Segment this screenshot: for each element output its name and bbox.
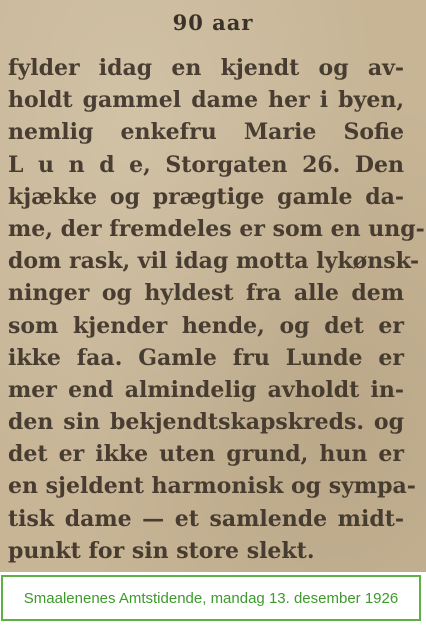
clipping-headline: 90 aar (172, 10, 254, 35)
article-line: ninger og hyldest fra alle dem (8, 280, 404, 307)
article-line: L u n d e, Storgaten 26. Den (8, 151, 404, 178)
article-line: nemlig enkefru Marie Sofie (8, 119, 404, 146)
article-line: en sjeldent harmonisk og sympa- (8, 473, 416, 500)
article-line: fylder idag en kjendt og av- (8, 55, 404, 81)
article-line: kjække og prægtige gamle da- (8, 183, 404, 210)
article-line: som kjender hende, og det er (8, 312, 404, 339)
article-line: det er ikke uten grund, hun er (8, 441, 404, 468)
article-line: tisk dame — et samlende midt- (8, 505, 404, 532)
clipping-article-text (8, 52, 425, 567)
article-line: dom rask, vil idag motta lykønsk- (8, 248, 420, 275)
source-caption: Smaalenenes Amtstidende, mandag 13. desember 1926 (23, 589, 399, 607)
article-line: me, der fremdeles er som en ung- (8, 215, 425, 242)
article-line: holdt gammel dame her i byen, (8, 87, 404, 114)
article-line: punkt for sin store slekt. (8, 537, 315, 564)
article-line: mer end almindelig avholdt in- (8, 376, 404, 403)
article-line: ikke faa. Gamle fru Lunde er (8, 344, 404, 371)
source-caption-box (1, 575, 421, 621)
article-line: den sin bekjendtskapskreds. og (8, 409, 404, 436)
